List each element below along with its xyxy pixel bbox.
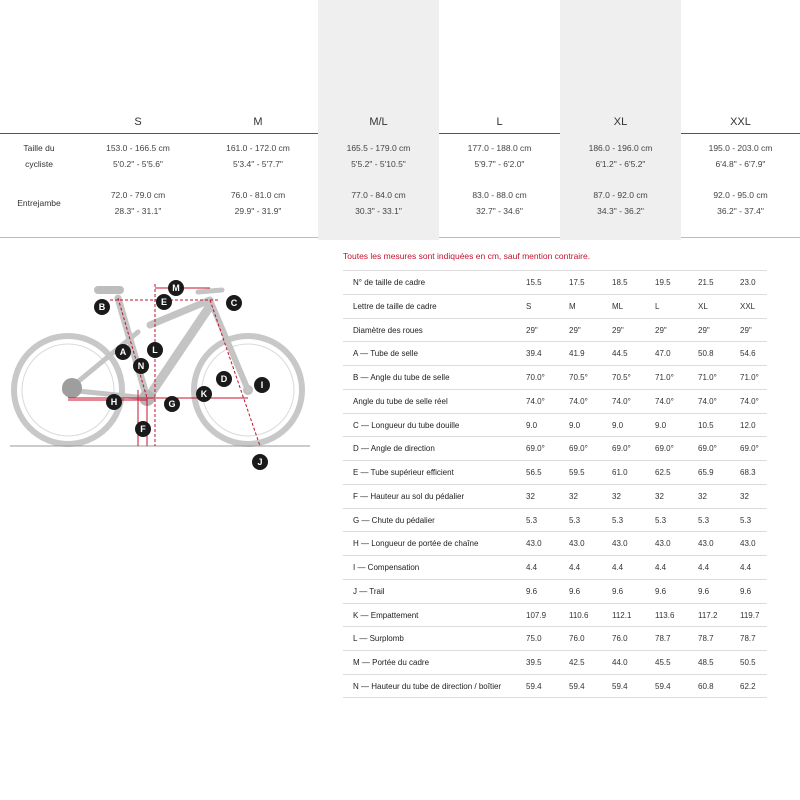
geometry-value: 70.5° <box>569 373 588 382</box>
geometry-row-label: Angle du tube de selle réel <box>353 396 448 406</box>
geometry-row <box>343 270 767 294</box>
svg-text:A: A <box>119 347 127 357</box>
geometry-value: 9.6 <box>526 586 538 596</box>
geometry-value: 9.0 <box>612 420 624 430</box>
geometry-row <box>343 531 767 555</box>
size-column-xl <box>560 0 681 240</box>
geometry-value: 59.5 <box>569 468 585 477</box>
marker-a <box>115 344 131 360</box>
geometry-value: 9.0 <box>569 420 581 430</box>
geometry-row-label: B — Angle du tube de selle <box>353 373 450 382</box>
geometry-value: L <box>655 301 660 311</box>
svg-text:H: H <box>110 397 118 407</box>
size-header: M/L <box>369 116 388 128</box>
geometry-value: S <box>526 301 532 311</box>
geometry-value: 42.5 <box>569 658 585 667</box>
size-column-xxl <box>681 0 800 240</box>
geometry-value: 9.6 <box>655 586 667 596</box>
geometry-value: 48.5 <box>698 658 714 667</box>
geometry-value: 59.4 <box>569 681 585 691</box>
geometry-value: 32 <box>655 491 664 501</box>
inseam-cell: 83.0 - 88.0 cm 32.7" - 34.6" <box>472 190 527 216</box>
geometry-value: 29" <box>569 325 581 335</box>
svg-text:N: N <box>137 361 145 371</box>
geometry-value: 70.0° <box>526 373 545 382</box>
geometry-row <box>343 508 767 532</box>
geometry-value: 39.5 <box>526 658 542 667</box>
inseam-cell: 77.0 - 84.0 cm 30.3" - 33.1" <box>351 190 406 216</box>
svg-text:F: F <box>140 424 146 434</box>
geometry-value: 5.3 <box>569 515 581 525</box>
svg-text:L: L <box>152 345 158 355</box>
geometry-value: 12.0 <box>740 420 756 430</box>
marker-d <box>216 371 232 387</box>
geometry-row <box>343 318 767 342</box>
marker-e <box>156 294 172 310</box>
geometry-value: 43.0 <box>526 539 542 549</box>
geometry-row <box>343 603 767 627</box>
size-column-l <box>439 0 560 240</box>
geometry-value: 32 <box>698 491 707 501</box>
geometry-value: 74.0° <box>740 396 759 406</box>
geometry-value: 54.6 <box>740 349 756 359</box>
marker-i <box>254 377 270 393</box>
inseam-cell: 72.0 - 79.0 cm 28.3" - 31.1" <box>110 190 166 216</box>
geometry-value: 5.3 <box>526 515 538 525</box>
geometry-value: 117.2 <box>698 610 718 620</box>
svg-text:I: I <box>260 380 264 390</box>
marker-n <box>133 358 149 374</box>
geometry-value: 74.0° <box>612 396 631 406</box>
geometry-value: 78.7 <box>655 634 671 644</box>
geometry-row-label: H — Longueur de portée de chaîne <box>353 539 479 549</box>
rider-height-cell: 186.0 - 196.0 cm 6'1.2" - 6'5.2" <box>588 143 653 169</box>
svg-text:J: J <box>257 457 263 467</box>
geometry-value: 21.5 <box>698 278 714 287</box>
geometry-row-label: G — Chute du pédalier <box>353 515 435 525</box>
geometry-row <box>343 674 767 698</box>
geometry-value: 74.0° <box>698 396 717 406</box>
size-column-ml <box>318 0 439 240</box>
geometry-value: 5.3 <box>612 515 624 525</box>
geometry-value: 43.0 <box>569 539 585 549</box>
geometry-value: 5.3 <box>698 515 710 525</box>
geometry-value: 32 <box>612 491 621 501</box>
marker-b <box>94 299 110 315</box>
geometry-value: 29" <box>655 325 667 335</box>
svg-text:D: D <box>220 374 228 384</box>
geometry-value: 17.5 <box>569 278 585 287</box>
geometry-value: 10.5 <box>698 420 714 430</box>
size-header: L <box>496 116 503 128</box>
geometry-value: 29" <box>740 325 752 335</box>
geometry-value: 69.0° <box>655 444 674 454</box>
geometry-value: 4.4 <box>740 563 752 572</box>
geometry-value: 69.0° <box>569 444 588 454</box>
size-header: XXL <box>730 116 751 128</box>
geometry-value: 75.0 <box>526 634 542 644</box>
geometry-row <box>343 484 767 508</box>
row-label-rider-height: Taille du cycliste <box>23 143 55 169</box>
geometry-row-label: K — Empattement <box>353 610 419 620</box>
row-label-inseam: Entrejambe <box>17 198 61 208</box>
geometry-value: 70.5° <box>612 373 631 382</box>
geometry-value: 44.0 <box>612 658 628 667</box>
geometry-value: 60.8 <box>698 681 714 691</box>
marker-c <box>226 295 242 311</box>
geometry-value: 69.0° <box>698 444 717 454</box>
geometry-value: 43.0 <box>740 539 756 549</box>
geometry-value: 41.9 <box>569 349 585 359</box>
geometry-value: 61.0 <box>612 468 628 477</box>
geometry-value: 112.1 <box>612 610 632 620</box>
size-header: S <box>134 116 142 128</box>
geometry-row <box>343 389 767 413</box>
marker-m <box>168 280 184 296</box>
geometry-value: 19.5 <box>655 278 671 287</box>
geometry-value: 71.0° <box>740 373 759 382</box>
geometry-value: 110.6 <box>569 610 589 620</box>
svg-text:E: E <box>160 297 168 307</box>
geometry-value: 78.7 <box>698 634 714 644</box>
marker-h <box>106 394 122 410</box>
rider-height-cell: 165.5 - 179.0 cm 5'5.2" - 5'10.5" <box>346 143 411 169</box>
svg-text:B: B <box>98 302 106 312</box>
geometry-value: 5.3 <box>655 515 667 525</box>
geometry-value: 113.6 <box>655 610 675 620</box>
geometry-value: 4.4 <box>698 563 710 572</box>
units-note: Toutes les mesures sont indiquées en cm, sauf mention contraire. <box>343 251 591 261</box>
geometry-value: 71.0° <box>655 373 674 382</box>
rider-height-cell: 153.0 - 166.5 cm 5'0.2" - 5'5.6" <box>106 143 170 169</box>
geometry-row <box>343 365 767 389</box>
geometry-value: 9.0 <box>526 420 538 430</box>
geometry-row-label: J — Trail <box>353 586 385 596</box>
geometry-value: 65.9 <box>698 468 714 477</box>
geometry-row-label: L — Surplomb <box>353 634 404 644</box>
inseam-cell: 87.0 - 92.0 cm 34.3" - 36.2" <box>593 190 648 216</box>
bike-geometry-diagram <box>10 270 310 475</box>
geometry-value: 39.4 <box>526 349 542 359</box>
geometry-value: 9.6 <box>612 586 624 596</box>
geometry-value: 4.4 <box>612 563 624 572</box>
svg-text:K: K <box>200 389 208 399</box>
geometry-row <box>343 413 767 437</box>
geometry-row <box>343 341 767 365</box>
geometry-value: 29" <box>612 325 624 335</box>
geometry-row-label: N° de taille de cadre <box>353 278 426 287</box>
geometry-row-label: E — Tube supérieur efficient <box>353 468 454 477</box>
geometry-row-label: Diamètre des roues <box>353 325 423 335</box>
size-header: XL <box>613 116 628 128</box>
marker-l <box>147 342 163 358</box>
geometry-value: 29" <box>526 325 538 335</box>
marker-k <box>196 386 212 402</box>
geometry-value: 23.0 <box>740 278 756 287</box>
geometry-value: 62.5 <box>655 468 671 477</box>
geometry-value: 43.0 <box>698 539 714 549</box>
geometry-value: 9.6 <box>698 586 710 596</box>
geometry-value: 45.5 <box>655 658 671 667</box>
geometry-value: 76.0 <box>612 634 628 644</box>
geometry-value: 9.6 <box>740 586 752 596</box>
geometry-value: 32 <box>526 491 535 501</box>
geometry-value: 59.4 <box>526 681 542 691</box>
geometry-value: 44.5 <box>612 349 628 359</box>
geometry-row-label: A — Tube de selle <box>353 349 418 359</box>
geometry-value: 62.2 <box>740 681 756 691</box>
geometry-value: 69.0° <box>526 444 545 454</box>
geometry-row <box>343 460 767 484</box>
geometry-value: 9.6 <box>569 586 581 596</box>
geometry-value: 32 <box>569 491 578 501</box>
marker-f <box>135 421 151 437</box>
geometry-value: 74.0° <box>526 396 545 406</box>
geometry-value: 29" <box>698 325 710 335</box>
geometry-value: 4.4 <box>526 563 538 572</box>
geometry-value: 50.8 <box>698 349 714 359</box>
geometry-row <box>343 294 767 318</box>
geometry-row <box>343 650 767 674</box>
rider-height-cell: 161.0 - 172.0 cm 5'3.4" - 5'7.7" <box>226 143 290 169</box>
rider-height-cell: 177.0 - 188.0 cm 5'9.7" - 6'2.0" <box>467 143 532 169</box>
geometry-row-label: M — Portée du cadre <box>353 658 430 667</box>
geometry-value: 59.4 <box>612 681 628 691</box>
geometry-value: 18.5 <box>612 278 628 287</box>
geometry-value: 69.0° <box>740 444 759 454</box>
geometry-value: 5.3 <box>740 515 752 525</box>
geometry-value: 74.0° <box>655 396 674 406</box>
geometry-row-label: I — Compensation <box>353 563 420 572</box>
size-column-s <box>78 0 198 240</box>
geometry-row-label: D — Angle de direction <box>353 444 435 454</box>
inseam-cell: 92.0 - 95.0 cm 36.2" - 37.4" <box>713 190 768 216</box>
svg-text:C: C <box>230 298 238 308</box>
geometry-row <box>343 436 767 460</box>
geometry-value: 74.0° <box>569 396 588 406</box>
geometry-value: 107.9 <box>526 610 547 620</box>
geometry-value: 59.4 <box>655 681 671 691</box>
geometry-row-label: C — Longueur du tube douille <box>353 420 460 430</box>
geometry-value: 50.5 <box>740 658 756 667</box>
size-header: M <box>253 116 263 128</box>
geometry-value: M <box>569 301 576 311</box>
geometry-value: XL <box>698 301 708 311</box>
svg-text:G: G <box>168 399 176 409</box>
geometry-value: 47.0 <box>655 349 671 359</box>
geometry-value: 32 <box>740 491 749 501</box>
rider-size-table <box>0 0 800 240</box>
geometry-value: 69.0° <box>612 444 631 454</box>
geometry-value: 4.4 <box>569 563 581 572</box>
geometry-value: 4.4 <box>655 563 667 572</box>
geometry-value: 78.7 <box>740 634 756 644</box>
geometry-value: 15.5 <box>526 278 542 287</box>
geometry-row <box>343 555 767 579</box>
rider-height-cell: 195.0 - 203.0 cm 6'4.8" - 6'7.9" <box>708 143 773 169</box>
marker-j <box>252 454 268 470</box>
inseam-cell: 76.0 - 81.0 cm 29.9" - 31.9" <box>230 190 286 216</box>
size-column-m <box>198 0 318 240</box>
geometry-value: 56.5 <box>526 468 542 477</box>
marker-g <box>164 396 180 412</box>
geometry-row-label: F — Hauteur au sol du pédalier <box>353 491 465 501</box>
geometry-row-label: N — Hauteur du tube de direction / boîtier <box>353 681 502 691</box>
geometry-row <box>343 626 767 650</box>
geometry-value: 43.0 <box>655 539 671 549</box>
geometry-value: 43.0 <box>612 539 628 549</box>
geometry-value: 71.0° <box>698 373 717 382</box>
geometry-value: 119.7 <box>740 610 760 620</box>
svg-text:M: M <box>172 283 180 293</box>
geometry-value: XXL <box>740 301 756 311</box>
geometry-value: 76.0 <box>569 634 585 644</box>
geometry-row <box>343 579 767 603</box>
geometry-row-label: Lettre de taille de cadre <box>353 301 437 311</box>
geometry-value: 68.3 <box>740 468 756 477</box>
geometry-value: 9.0 <box>655 420 667 430</box>
geometry-value: ML <box>612 301 624 311</box>
